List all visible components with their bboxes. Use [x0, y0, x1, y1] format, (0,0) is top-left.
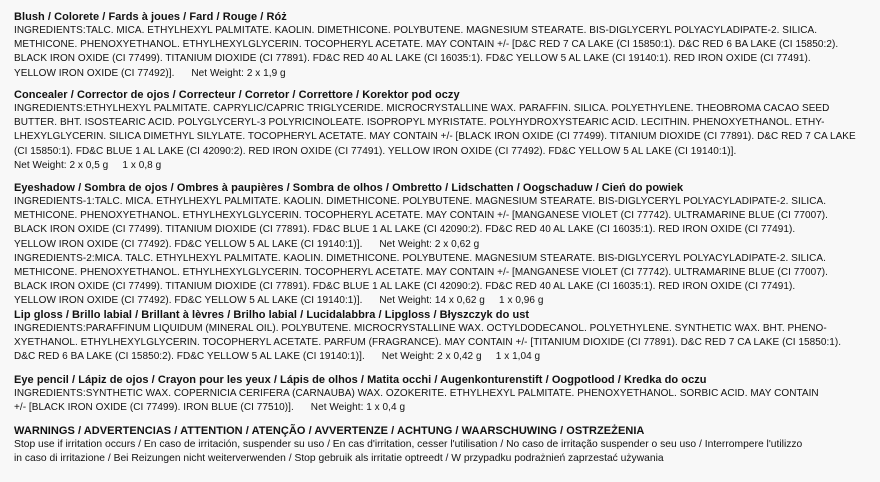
- eyeshadow-line-3: BLACK IRON OXIDE (CI 77499). TITANIUM DIOXIDE (CI 77891). FD&C BLUE 1 AL LAKE (CI 42090:2). FD&C RED 40 AL LAKE (CI 16035:1). RED IRON OXIDE (CI 77491).: [14, 224, 796, 236]
- eyepencil-line-2: +/- [BLACK IRON OXIDE (CI 77499). IRON BLUE (CI 77510)]. Net Weight: 1 x 0,4 g: [14, 402, 406, 414]
- lipgloss-line-2: XYETHANOL. ETHYLHEXYLGLYCERIN. TOCOPHERYL ACETATE. PARFUM (FRAGRANCE). MAY CONTAIN +/- [TITANIUM DIOXIDE (CI 77891). D&C RED 7 CA LAKE (CI 15850:1).: [14, 337, 842, 349]
- concealer-line-3: LHEXYLGLYCERIN. SILICA DIMETHYL SILYLATE. TOCOPHERYL ACETATE. MAY CONTAIN +/- [BLACK IRON OXIDE (CI 77499). TITANIUM DIOXIDE (CI 77891). D&C RED 7 CA LAKE: [14, 131, 856, 143]
- concealer-line-4: (CI 15850:1). FD&C BLUE 1 AL LAKE (CI 42090:2). RED IRON OXIDE (CI 77491). YELLOW IRON OXIDE (CI 77492). FD&C YELLOW 5 AL LAKE (CI 19140:1)].: [14, 145, 737, 157]
- concealer-line-5: Net Weight: 2 x 0,5 g 1 x 0,8 g: [14, 159, 162, 171]
- blush-line-3: BLACK IRON OXIDE (CI 77499). TITANIUM DIOXIDE (CI 77891). FD&C RED 40 AL LAKE (CI 16035:1). FD&C YELLOW 5 AL LAKE (CI 19140:1). RED IRON OXIDE (CI 77491).: [14, 53, 811, 65]
- concealer-title: Concealer / Corrector de ojos / Correcteur / Corretor / Correttore / Korektor pod oczy: [14, 89, 460, 101]
- blush-section: [14, 10, 876, 81]
- blush-line-4: YELLOW IRON OXIDE (CI 77492)]. Net Weight: 2 x 1,9 g: [14, 67, 286, 79]
- warnings-line-2: in caso di irritazione / Bei Reizungen nicht weiterverwenden / Stop gebruik als irritatie optreedt / W przypadku podrażnień zaprzestać używania: [14, 452, 664, 464]
- eyeshadow-line-8: YELLOW IRON OXIDE (CI 77492). FD&C YELLOW 5 AL LAKE (CI 19140:1)]. Net Weight: 14 x 0,62 g 1 x 0,96 g: [14, 295, 544, 307]
- lipgloss-line-3: D&C RED 6 BA LAKE (CI 15850:2). FD&C YELLOW 5 AL LAKE (CI 19140:1)]. Net Weight: 2 x 0,42 g 1 x 1,04 g: [14, 351, 541, 363]
- concealer-line-2: BUTTER. BHT. ISOSTEARIC ACID. POLYGLYCERYL-3 POLYRICINOLEATE. ISOPROPYL MYRISTATE. POLYHYDROXYSTEARIC ACID. LECITHIN. PHENOXYETHANOL. ETHY-: [14, 117, 825, 129]
- concealer-section: [14, 88, 876, 173]
- blush-title: Blush / Colorete / Fards à joues / Fard / Rouge / Róż: [14, 11, 287, 23]
- eyeshadow-line-5: INGREDIENTS-2:MICA. TALC. ETHYLHEXYL PALMITATE. KAOLIN. DIMETHICONE. POLYBUTENE. MAGNESIUM STEARATE. BIS-DIGLYCERYL POLYACYLADIPATE-2. SILICA.: [14, 252, 826, 264]
- blush-line-1: INGREDIENTS:TALC. MICA. ETHYLHEXYL PALMITATE. KAOLIN. DIMETHICONE. POLYBUTENE. MAGNESIUM STEARATE. BIS-DIGLYCERYL POLYACYLADIPATE-2. SILICA.: [14, 25, 818, 36]
- eyeshadow-title: Eyeshadow / Sombra de ojos / Ombres à paupières / Sombra de olhos / Ombretto / Lidschatten / Oogschaduw / Cień do powiek: [14, 182, 684, 194]
- eyeshadow-section: [14, 181, 876, 309]
- eyeshadow-line-6: METHICONE. PHENOXYETHANOL. ETHYLHEXYLGLYCERIN. TOCOPHERYL ACETATE. MAY CONTAIN +/- [MANGANESE VIOLET (CI 77742). ULTRAMARINE BLUE (CI 77007).: [14, 267, 829, 279]
- eyepencil-title: Eye pencil / Lápiz de ojos / Crayon pour les yeux / Lápis de olhos / Matita occhi / Augenkonturenstift / Oogpotlood / Kredka do oczu: [14, 374, 707, 386]
- lipgloss-section: [14, 308, 876, 365]
- warnings-title: WARNINGS / ADVERTENCIAS / ATTENTION / ATENÇÃO / AVVERTENZE / ACHTUNG / WAARSCHUWING / OSTRZEŻENIA: [14, 425, 645, 437]
- lipgloss-line-1: INGREDIENTS:PARAFFINUM LIQUIDUM (MINERAL OIL). POLYBUTENE. MICROCRYSTALLINE WAX. OCTYLDODECANOL. POLYETHYLENE. SYNTHETIC WAX. BHT. PHENO-: [14, 323, 827, 334]
- eyeshadow-line-1: INGREDIENTS-1:TALC. MICA. ETHYLHEXYL PALMITATE. KAOLIN. DIMETHICONE. POLYBUTENE. MAGNESIUM STEARATE. BIS-DIGLYCERYL POLYACYLADIPATE-2. SILICA.: [14, 196, 827, 207]
- eyeshadow-line-4: YELLOW IRON OXIDE (CI 77492). FD&C YELLOW 5 AL LAKE (CI 19140:1)]. Net Weight: 2 x 0,62 g: [14, 238, 480, 250]
- blush-line-2: METHICONE. PHENOXYETHANOL. ETHYLHEXYLGLYCERIN. TOCOPHERYL ACETATE. MAY CONTAIN +/- [D&C RED 7 CA LAKE (CI 15850:1). D&C RED 6 BA LAKE (CI 15850:2).: [14, 39, 839, 51]
- concealer-line-1: INGREDIENTS:ETHYLHEXYL PALMITATE. CAPRYLIC/CAPRIC TRIGLYCERIDE. MICROCRYSTALLINE WAX. PARAFFIN. SILICA. POLYETHYLENE. THEOBROMA CACAO SEED: [14, 103, 830, 114]
- eyeshadow-line-7: BLACK IRON OXIDE (CI 77499). TITANIUM DIOXIDE (CI 77891). FD&C BLUE 1 AL LAKE (CI 42090:2). FD&C RED 40 AL LAKE (CI 16035:1). RED IRON OXIDE (CI 77491).: [14, 281, 796, 293]
- eyeshadow-line-2: METHICONE. PHENOXYETHANOL. ETHYLHEXYLGLYCERIN. TOCOPHERYL ACETATE. MAY CONTAIN +/- [MANGANESE VIOLET (CI 77742). ULTRAMARINE BLUE (CI 77007).: [14, 210, 829, 222]
- warnings-section: [14, 424, 876, 465]
- warnings-line-1: Stop use if irritation occurs / En caso de irritación, suspender su uso / En cas d'irritation, cesser l'utilisation / No caso de irritação suspender o seu uso / Interrompere l'utilizzo: [14, 439, 803, 450]
- lipgloss-title: Lip gloss / Brillo labial / Brillant à lèvres / Brilho labial / Lucidalabbra / Lipgloss / Błyszczyk do ust: [14, 309, 530, 321]
- eyepencil-section: [14, 373, 876, 415]
- eyepencil-line-1: INGREDIENTS:SYNTHETIC WAX. COPERNICIA CERIFERA (CARNAUBA) WAX. OZOKERITE. ETHYLHEXYL PALMITATE. PHENOXYETHANOL. SORBIC ACID. MAY CONTAIN: [14, 388, 819, 399]
